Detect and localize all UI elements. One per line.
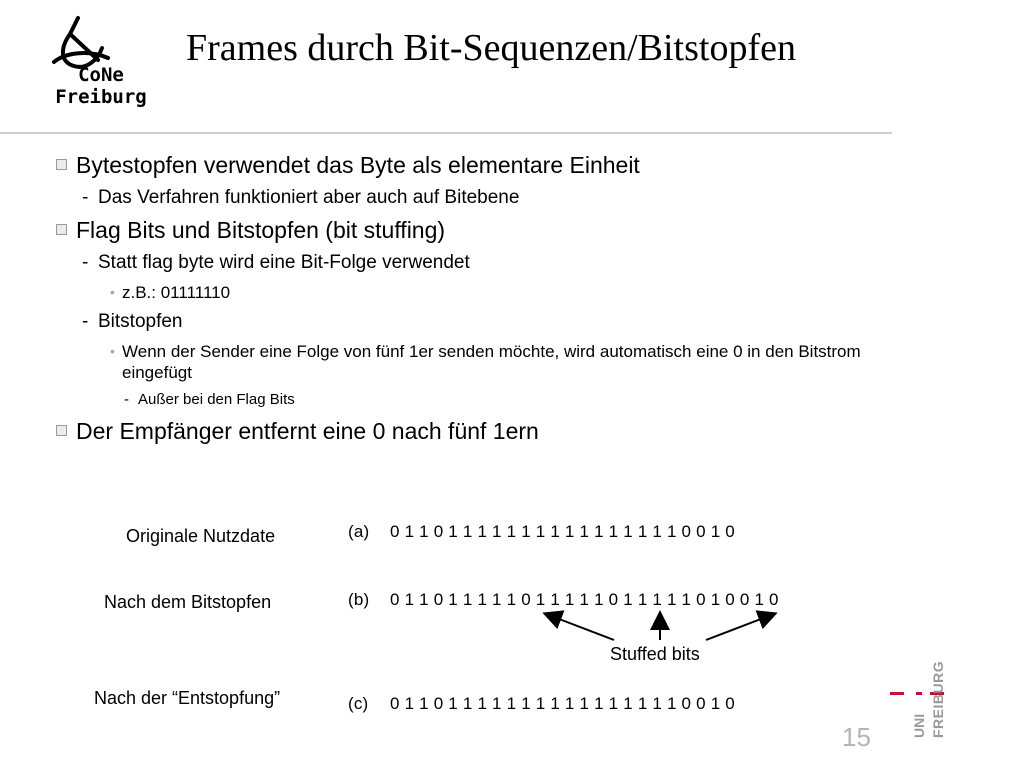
sequence-bits-c: 0 1 1 0 1 1 1 1 1 1 1 1 1 1 1 1 1 1 1 1 0 0 1 0 xyxy=(390,694,735,713)
third-level-text: z.B.: 01111110 xyxy=(122,283,231,302)
bullet-item xyxy=(56,418,876,445)
logo-text xyxy=(46,64,156,108)
sub-bullet-text: Bitstopfen xyxy=(98,311,183,332)
arrow-to-first-stuffed-bit xyxy=(546,614,614,640)
sub-bullet-item xyxy=(56,252,876,274)
stuffed-bits-label: Stuffed bits xyxy=(610,644,700,664)
bit-sequence-c xyxy=(348,694,735,714)
label-after-destuffing: Nach der “Entstopfung” xyxy=(94,688,281,708)
freiburg-mark: FREIBURG xyxy=(930,660,946,738)
dash-bullet-icon: - xyxy=(82,252,89,273)
square-bullet-icon xyxy=(56,224,67,235)
dash-bullet-icon: - xyxy=(82,187,89,208)
logo-text-line2: Freiburg xyxy=(55,86,147,108)
dot-bullet-icon: • xyxy=(110,343,115,359)
label-original-data: Originale Nutzdate xyxy=(126,526,276,546)
sequence-tag-c: (c) xyxy=(348,694,369,713)
fourth-level-item xyxy=(56,391,876,408)
third-level-item xyxy=(56,341,876,383)
label-after-stuffing: Nach dem Bitstopfen xyxy=(104,592,272,612)
sub-bullet-item xyxy=(56,187,876,209)
sub-bullet-text: Das Verfahren funktioniert aber auch auf Bitebene xyxy=(98,187,520,208)
title-divider xyxy=(0,132,892,134)
third-level-text: Wenn der Sender eine Folge von fünf 1er senden möchte, wird automatisch eine 0 in den Bitstrom eingefügt xyxy=(122,342,861,382)
dot-bullet-icon: • xyxy=(110,284,115,300)
dash-bullet-icon: - xyxy=(82,311,89,332)
bullet-list xyxy=(56,152,876,453)
third-level-item xyxy=(56,282,876,303)
bullet-text: Bytestopfen verwendet das Byte als elementare Einheit xyxy=(76,152,640,178)
bullet-item xyxy=(56,217,876,244)
uni-mark: UNI xyxy=(911,713,927,738)
sequence-tag-a: (a) xyxy=(348,522,370,541)
square-bullet-icon xyxy=(56,159,67,170)
slide-title: Frames durch Bit-Sequenzen/Bitstopfen xyxy=(186,27,796,69)
sequence-tag-b: (b) xyxy=(348,590,370,609)
dash-bullet-icon: - xyxy=(124,391,129,408)
arrow-to-third-stuffed-bit xyxy=(706,614,774,640)
sequence-bits-a: 0 1 1 0 1 1 1 1 1 1 1 1 1 1 1 1 1 1 1 1 0 0 1 0 xyxy=(390,522,735,541)
bullet-text: Flag Bits und Bitstopfen (bit stuffing) xyxy=(76,217,446,243)
sequence-bits-b: 0 1 1 0 1 1 1 1 1 0 1 1 1 1 1 0 1 1 1 1 1 0 1 0 0 1 0 xyxy=(390,590,779,609)
square-bullet-icon xyxy=(56,425,67,436)
bullet-text: Der Empfänger entfernt eine 0 nach fünf 1ern xyxy=(76,418,539,444)
sub-bullet-text: Statt flag byte wird eine Bit-Folge verwendet xyxy=(98,252,470,273)
fourth-level-text: Außer bei den Flag Bits xyxy=(138,391,295,408)
bullet-item xyxy=(56,152,876,179)
page-number: 15 xyxy=(842,722,871,752)
bit-sequence-b xyxy=(348,590,779,610)
logo-text-line1: CoNe xyxy=(78,64,124,86)
bit-sequence-a xyxy=(348,522,735,542)
sub-bullet-item xyxy=(56,311,876,333)
